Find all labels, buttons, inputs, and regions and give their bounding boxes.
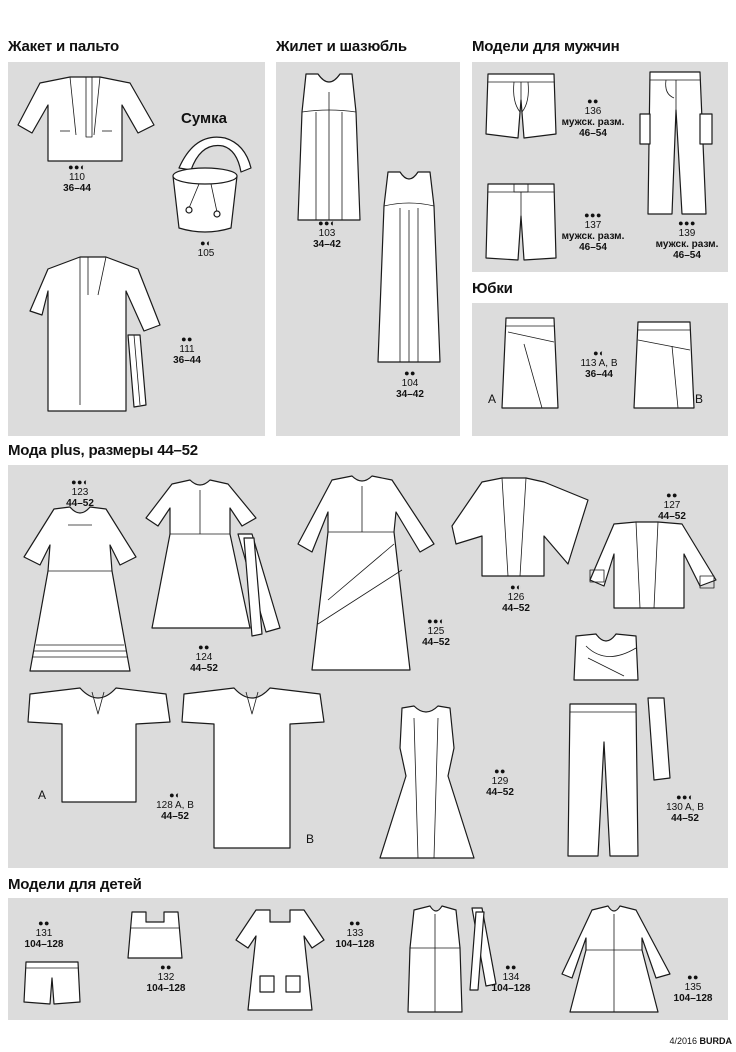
trousers-139-drawing [640, 70, 720, 218]
coat-111-drawing [28, 255, 163, 415]
skirt-113a-drawing [498, 316, 562, 410]
label-136: ●● 136 мужск. разм. 46–54 [561, 96, 625, 139]
variant-a-skirt: A [488, 392, 497, 406]
label-104: ●● 104 34–42 [396, 368, 424, 400]
dress-129-drawing [378, 704, 478, 864]
label-130: ●●◐ 130 A, B 44–52 [666, 792, 704, 824]
label-105: ●◐ 105 [197, 238, 215, 259]
dress-124-drawing [146, 478, 296, 643]
footer-issue: 4/2016 [669, 1036, 697, 1046]
section-title-jackets: Жакет и пальто [8, 38, 119, 55]
label-132: ●● 132 104–128 [146, 962, 186, 994]
skirt-113b-drawing [632, 320, 696, 410]
vest-103-drawing [296, 72, 362, 222]
shorts-131-drawing [22, 960, 82, 1006]
label-110: ●●◐ 110 36–44 [63, 162, 91, 194]
variant-a-tunic: A [38, 788, 47, 802]
bag-title: Сумка [181, 110, 227, 127]
label-137: ●●● 137 мужск. разм. 46–54 [561, 210, 625, 253]
label-124: ●● 124 44–52 [190, 642, 218, 674]
shorts-136-drawing [484, 72, 558, 140]
label-127: ●● 127 44–52 [658, 490, 686, 522]
label-129: ●● 129 44–52 [486, 766, 514, 798]
dress-123-drawing [18, 505, 143, 675]
label-128: ●◐ 128 A, B 44–52 [156, 790, 194, 822]
section-title-vests: Жилет и шазюбль [276, 38, 407, 55]
footer-brand: BURDA [699, 1036, 732, 1046]
label-135: ●● 135 104–128 [673, 972, 713, 1004]
label-139: ●●● 139 мужск. разм. 46–54 [655, 218, 719, 261]
variant-b-skirt: B [695, 392, 704, 406]
tunic-128b-drawing [178, 686, 328, 856]
outfit-130-drawing [566, 632, 686, 860]
dress-133-drawing [230, 906, 330, 1016]
page-footer [669, 1036, 732, 1046]
section-title-men: Модели для мужчин [472, 38, 620, 55]
bag-105-drawing [165, 132, 260, 237]
label-131: ●● 131 104–128 [24, 918, 64, 950]
shorts-137-drawing [484, 182, 558, 262]
section-title-skirts: Юбки [472, 280, 513, 297]
label-134: ●● 134 104–128 [491, 962, 531, 994]
jacket-110-drawing [18, 75, 158, 165]
label-103: ●●◐ 103 34–42 [313, 218, 341, 250]
label-133: ●● 133 104–128 [335, 918, 375, 950]
label-111: ●● 111 36–44 [173, 334, 201, 366]
dress-134-drawing [402, 904, 502, 1016]
jacket-127-drawing [588, 520, 720, 612]
section-title-plus: Мода plus, размеры 44–52 [8, 442, 198, 459]
dress-104-drawing [374, 170, 444, 365]
jacket-126-drawing [452, 476, 592, 581]
section-title-kids: Модели для детей [8, 876, 142, 893]
label-125: ●●◐ 125 44–52 [422, 616, 450, 648]
label-123: ●●◐ 123 44–52 [66, 477, 94, 509]
tunic-128a-drawing [24, 686, 174, 806]
variant-b-tunic: B [306, 832, 315, 846]
label-126: ●◐ 126 44–52 [502, 582, 530, 614]
label-113: ●◐ 113 A, B 36–44 [580, 348, 618, 380]
top-132-drawing [126, 908, 184, 962]
dress-135-drawing [562, 904, 674, 1016]
